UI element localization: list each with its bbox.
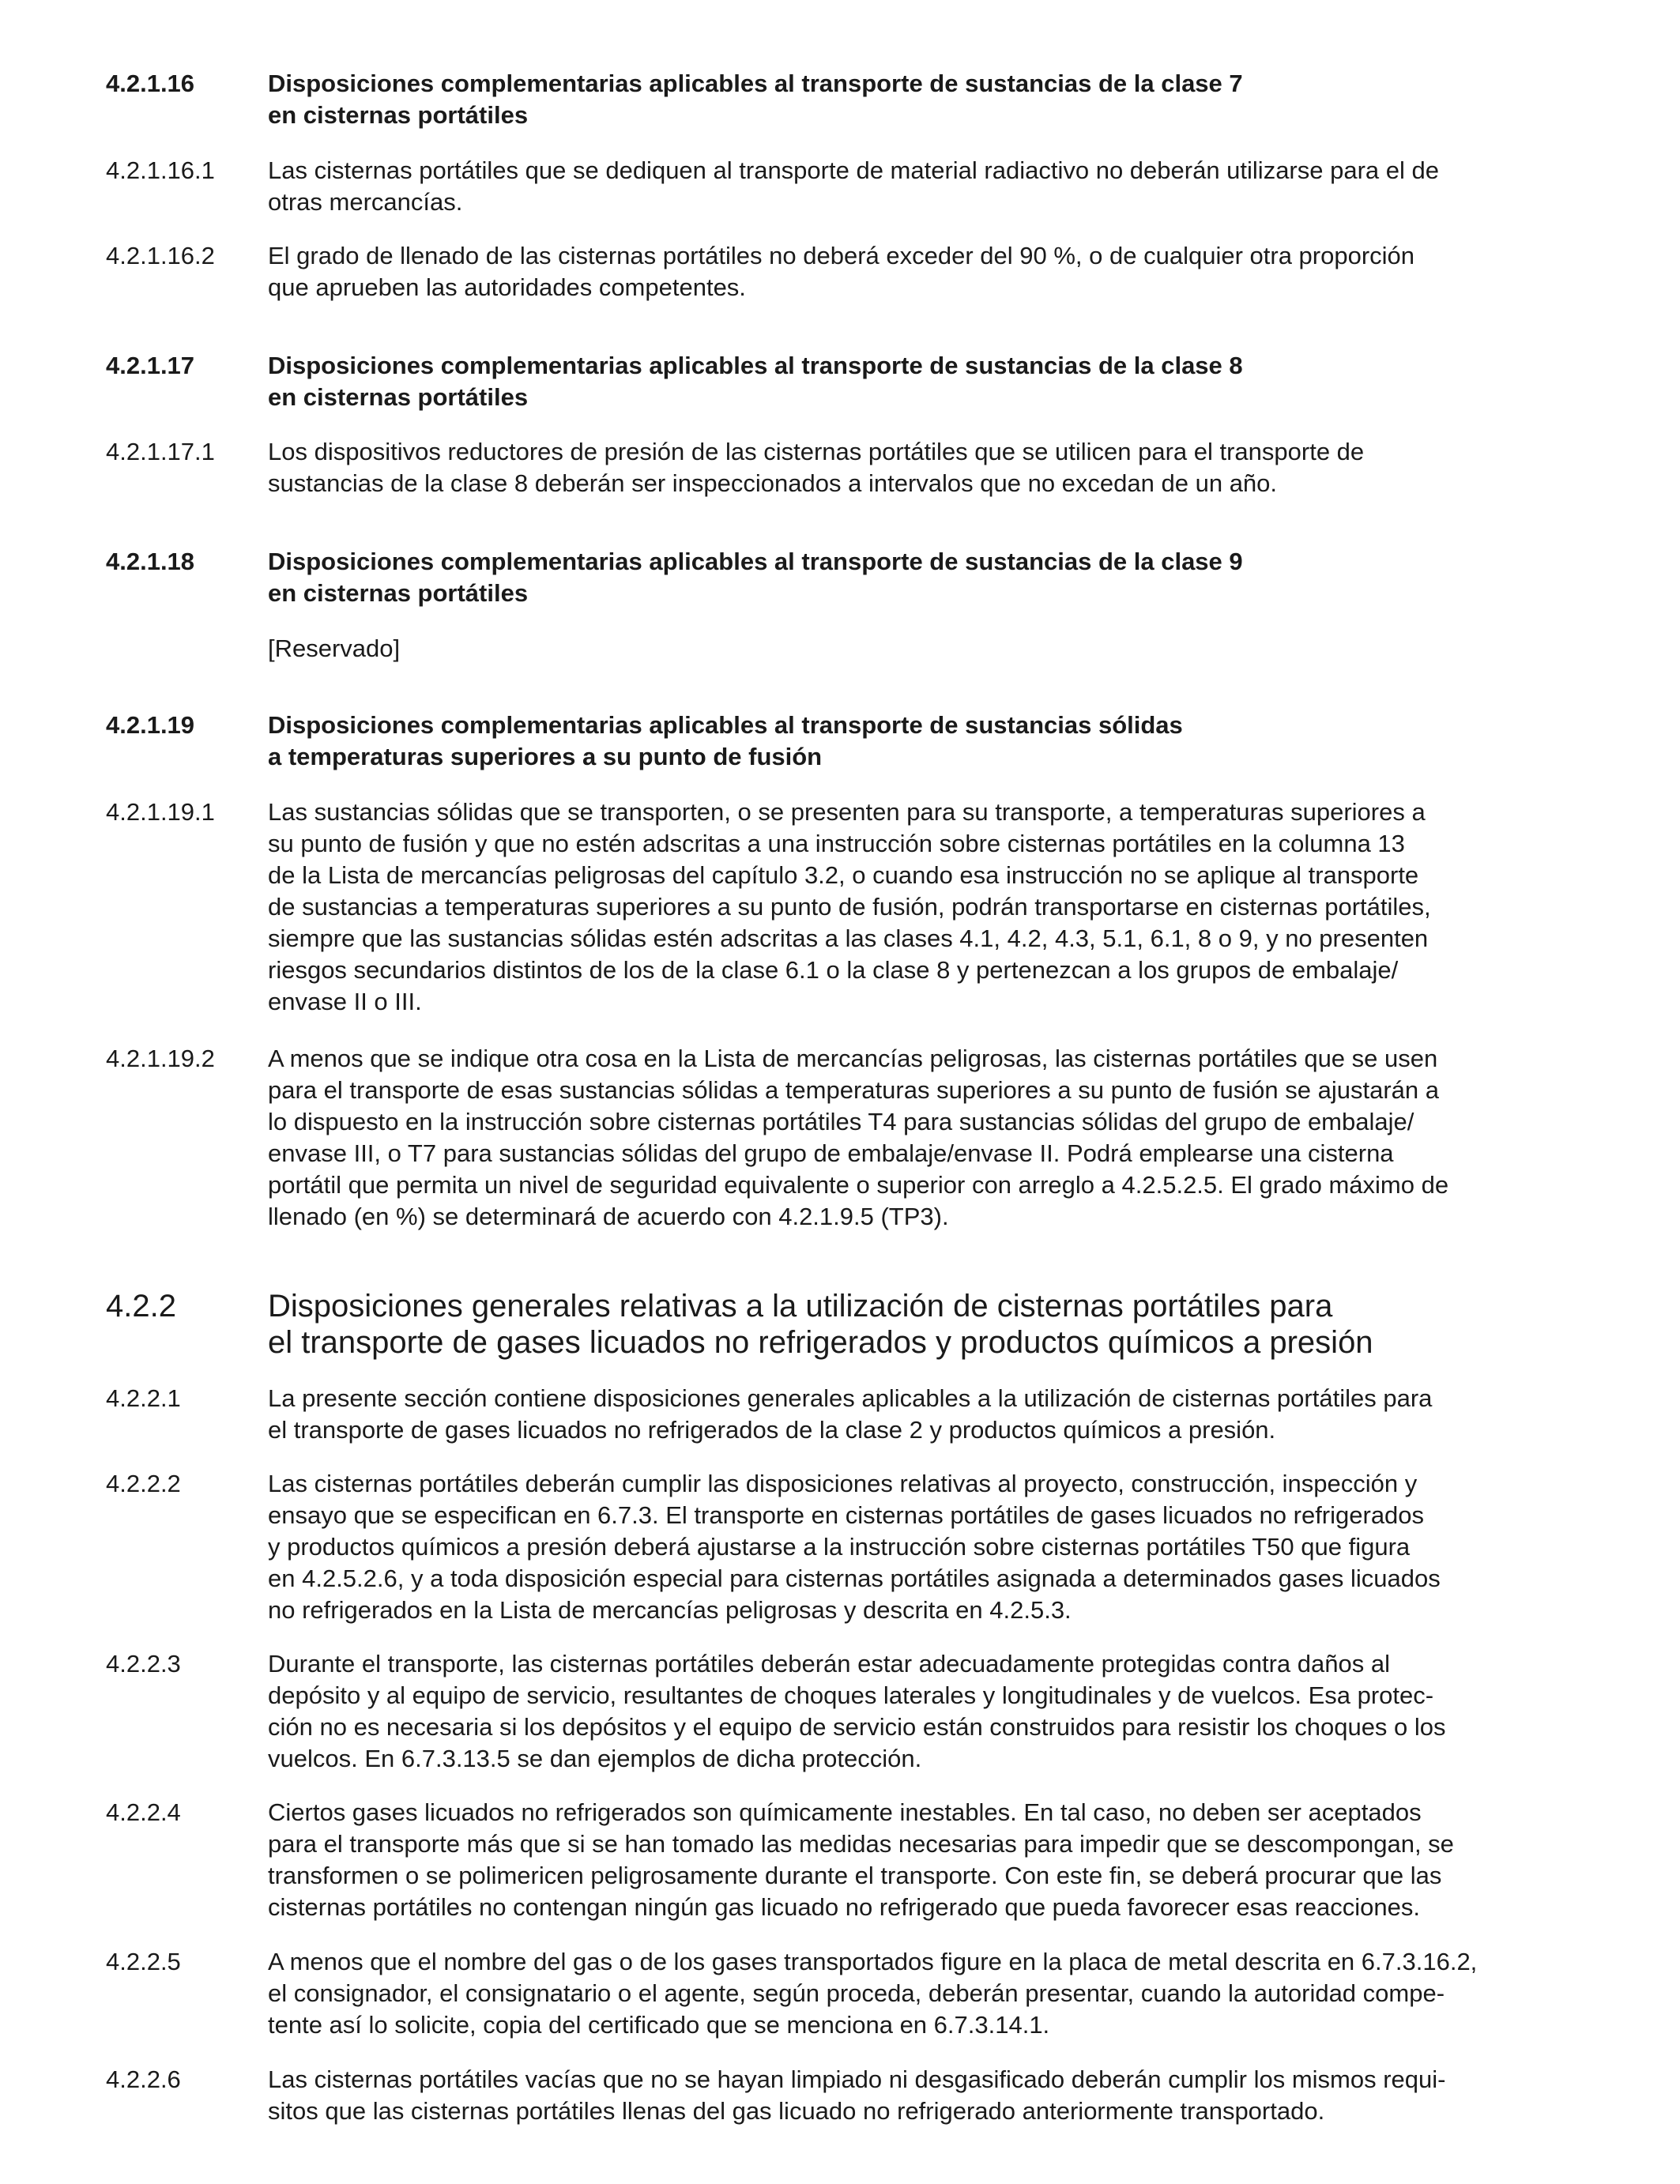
clause-number: 4.2.1.18: [106, 548, 195, 575]
paragraph-text: Durante el transporte, las cisternas portátiles deberán estar adecuadamente protegidas contra daños al depósito y al equipo de servicio, resultantes de choques laterales y longitudinales y de vuelcos. Esa protec- ción no es necesaria si los depósitos y el equipo de servicio están construidos para resistir los choques o los vuelcos. En 6.7.3.13.5 se dan ejemplos de dicha protección.: [268, 1650, 1446, 1772]
clause-number: 4.2.2.3: [106, 1650, 181, 1678]
clause-number: 4.2.2.1: [106, 1384, 181, 1412]
paragraph-text: A menos que el nombre del gas o de los gases transportados figure en la placa de metal descrita en 6.7.3.16.2, el consignador, el consignatario o el agente, según proceda, deberán presentar, cuando la autoridad compe- tente así lo solicite, copia del certificado que se menciona en 6.7.3.14.1.: [268, 1948, 1478, 2039]
paragraph-text: Los dispositivos reductores de presión de las cisternas portátiles que se utilicen para el transporte de sustancias de la clase 8 deberán ser inspeccionados a intervalos que no excedan de un año.: [268, 438, 1365, 497]
paragraph-text: Ciertos gases licuados no refrigerados son químicamente inestables. En tal caso, no deben ser aceptados para el transporte más que si se han tomado las medidas necesarias para impedir que se descompongan, se transformen o se polimericen peligrosamente durante el transporte. Con este fin, se deberá procurar que las cisternas portátiles no contengan ningún gas licuado no refrigerado que pueda favorecer esas reacciones.: [268, 1798, 1454, 1921]
clause-number: 4.2.1.16.2: [106, 242, 215, 269]
clause-number: 4.2.1.19: [106, 711, 195, 739]
section-title: Disposiciones generales relativas a la utilización de cisternas portátiles para el transporte de gases licuados no refrigerados y productos químicos a presión: [268, 1289, 1373, 1360]
clause-number: 4.2.1.16.1: [106, 156, 215, 184]
clause-number: 4.2.2.2: [106, 1470, 181, 1497]
paragraph-text: A menos que se indique otra cosa en la Lista de mercancías peligrosas, las cisternas portátiles que se usen para el transporte de esas sustancias sólidas a temperaturas superiores a su punto de fusión se ajustarán a lo dispuesto en la instrucción sobre cisternas portátiles T4 para sustancias sólidas del grupo de embalaje/ envase III, o T7 para sustancias sólidas del grupo de embalaje/envase II. Podrá emplearse una cisterna portátil que permita un nivel de seguridad equivalente o superior con arreglo a 4.2.5.2.5. El grado máximo de llenado (en %) se determinará de acuerdo con 4.2.1.9.5 (TP3).: [268, 1045, 1449, 1230]
paragraph-text: Las cisternas portátiles deberán cumplir las disposiciones relativas al proyecto, construcción, inspección y ensayo que se especifican en 6.7.3. El transporte en cisternas portátiles de gases licuados no refrigerados y productos químicos a presión deberá ajustarse a la instrucción sobre cisternas portátiles T50 que figura en 4.2.5.2.6, y a toda disposición especial para cisternas portátiles asignada a determinados gases licuados no refrigerados en la Lista de mercancías peligrosas y descrita en 4.2.5.3.: [268, 1470, 1441, 1624]
paragraph-text: La presente sección contiene disposiciones generales aplicables a la utilización de cisternas portátiles para el transporte de gases licuados no refrigerados de la clase 2 y productos químicos a presión.: [268, 1384, 1433, 1444]
clause-number: 4.2.1.19.1: [106, 798, 215, 826]
clause-number: 4.2.1.16: [106, 70, 195, 97]
heading-text: Disposiciones complementarias aplicables al transporte de sustancias de la clase 7 en cisternas portátiles: [268, 70, 1243, 129]
heading-text: Disposiciones complementarias aplicables al transporte de sustancias de la clase 8 en cisternas portátiles: [268, 352, 1243, 411]
clause-number: 4.2.2.5: [106, 1948, 181, 1975]
heading-text: Disposiciones complementarias aplicables al transporte de sustancias de la clase 9 en cisternas portátiles: [268, 548, 1243, 607]
clause-number: 4.2.2.4: [106, 1798, 181, 1826]
clause-number: 4.2.1.19.2: [106, 1045, 215, 1072]
paragraph-text: El grado de llenado de las cisternas portátiles no deberá exceder del 90 %, o de cualquier otra proporción que aprueben las autoridades competentes.: [268, 242, 1415, 301]
clause-number: 4.2.1.17: [106, 352, 195, 379]
paragraph-text: Las sustancias sólidas que se transporten, o se presenten para su transporte, a temperaturas superiores a su punto de fusión y que no estén adscritas a una instrucción sobre cisternas portátiles en la columna 13 de la Lista de mercancías peligrosas del capítulo 3.2, o cuando esa instrucción no se aplique al transporte de sustancias a temperaturas superiores a su punto de fusión, podrán transportarse en cisternas portátiles, siempre que las sustancias sólidas estén adscritas a las clases 4.1, 4.2, 4.3, 5.1, 6.1, 8 o 9, y no presenten riesgos secundarios distintos de los de la clase 6.1 o la clase 8 y pertenezcan a los grupos de embalaje/ envase II o III.: [268, 798, 1431, 1015]
heading-text: Disposiciones complementarias aplicables al transporte de sustancias sólidas a temperaturas superiores a su punto de fusión: [268, 711, 1183, 770]
clause-number: 4.2.2.6: [106, 2065, 181, 2093]
paragraph-text: Las cisternas portátiles que se dediquen al transporte de material radiactivo no deberán utilizarse para el de otras mercancías.: [268, 156, 1439, 216]
paragraph-text: [Reservado]: [268, 634, 401, 662]
section-number: 4.2.2: [106, 1289, 176, 1324]
paragraph-text: Las cisternas portátiles vacías que no se hayan limpiado ni desgasificado deberán cumplir los mismos requi- sitos que las cisternas portátiles llenas del gas licuado no refrigerado anteriormente transportado.: [268, 2065, 1446, 2125]
clause-number: 4.2.1.17.1: [106, 438, 215, 465]
